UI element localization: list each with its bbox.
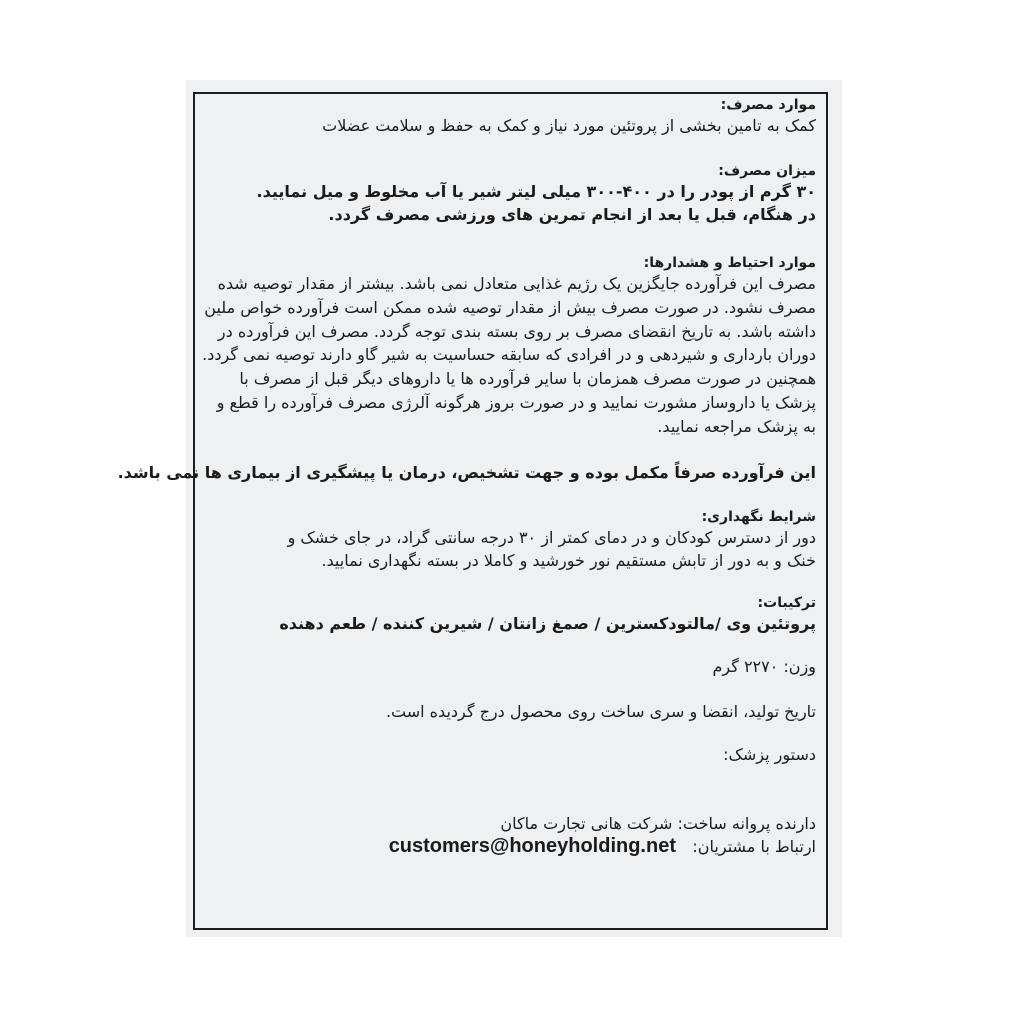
usage-section: [200, 96, 816, 137]
usage-heading: موارد مصرف:: [720, 97, 816, 113]
label-content: [117, 96, 816, 857]
storage-line-1: دور از دسترس کودکان و در دمای کمتر از ۳۰ درجه سانتی گراد، در جای خشک و: [287, 527, 816, 547]
dosage-heading: میزان مصرف:: [718, 163, 816, 179]
usage-text: کمک به تامین بخشی از پروتئین مورد نیاز و کمک به حفظ و سلامت عضلات: [322, 116, 816, 135]
customer-email: customers@honeyholding.net: [388, 834, 676, 857]
dosage-line-2: در هنگام، قبل یا بعد از انجام تمرین های ورزشی مصرف گردد.: [328, 205, 816, 224]
ingredients-heading: ترکیبات:: [757, 594, 816, 611]
storage-section: [200, 508, 816, 572]
production-dates-note: تاریخ تولید، انقضا و سری ساخت روی محصول درج گردیده است.: [385, 701, 816, 721]
warnings-section: [200, 254, 816, 439]
warnings-heading: موارد احتیاط و هشدارها:: [643, 255, 816, 271]
storage-line-2: خنک و به دور از تابش مستقیم نور خورشید و کاملا در بسته نگهداری نمایید.: [321, 550, 816, 570]
ingredients-text: پروتئین وی /مالتودکسترین / صمغ زانتان / شیرین کننده / طعم دهنده: [279, 613, 816, 633]
net-weight: وزن: ۲۲۷۰ گرم: [712, 656, 816, 676]
ingredients-section: [200, 594, 816, 635]
warnings-text: مصرف این فرآورده جایگزین یک رژیم غذایی متعادل نمی باشد. بیشتر از مقدار توصیه شده مصرف نشود. در صورت مصرف بیش از مقدار توصیه شده ممکن است فرآورده خواص ملین داشته باشد. به تاریخ انقضای مصرف بر روی بسته بندی توجه گردد. مصرف این فرآورده در دوران بارداری و شیردهی و در افرادی که سابقه حساسیت به شیر گاو دارند توصیه نمی گردد. همچنین در صورت مصرف همزمان با سایر فرآورده ها یا داروهای دیگر قبل از مصرف با پزشک یا داروساز مشورت نمایید و در صورت بروز هرگونه آلرژی مصرف فرآورده را قطع و به پزشک مراجعه نمایید.: [202, 274, 816, 436]
dosage-line-1: ۳۰ گرم از پودر را در ۴۰۰-۳۰۰ میلی لیتر شیر یا آب مخلوط و میل نمایید.: [256, 182, 816, 201]
customer-contact-label: ارتباط با مشتریان:: [692, 836, 816, 856]
weight-section: [200, 655, 816, 678]
prescription-label: دستور پزشک:: [723, 744, 816, 764]
dosage-section: [200, 162, 816, 226]
dates-section: [200, 700, 816, 723]
storage-heading: شرایط نگهداری:: [701, 508, 816, 525]
license-holder: دارنده پروانه ساخت: شرکت هانی تجارت ماکان: [500, 813, 816, 833]
disclaimer-section: [117, 461, 816, 484]
prescription-section: [200, 743, 816, 766]
disclaimer-text: این فرآورده صرفاً مکمل بوده و جهت تشخیص، درمان یا پیشگیری از بیماری ها نمی باشد.: [117, 462, 816, 482]
license-section: [200, 812, 816, 857]
